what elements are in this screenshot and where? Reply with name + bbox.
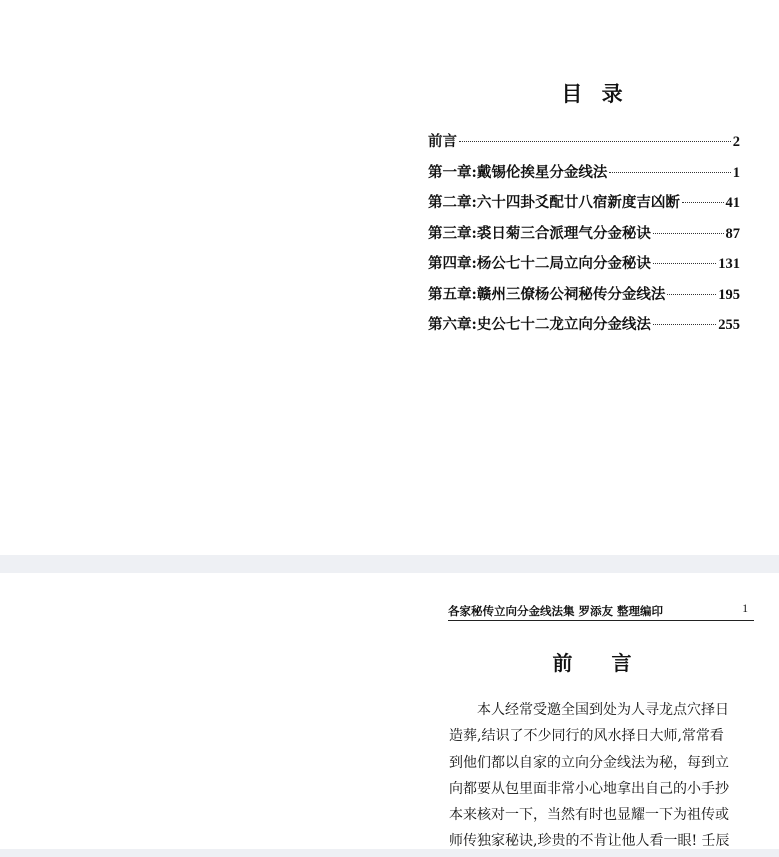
toc-entry-label: 前言 — [428, 133, 457, 150]
preface-line: 向都要从包里面非常小心地拿出自己的小手抄 — [449, 780, 729, 797]
toc-entry[interactable] — [428, 222, 740, 253]
preface-body — [449, 697, 755, 849]
toc-entry-page: 1 — [732, 164, 740, 181]
dot-leader — [653, 263, 716, 264]
toc-entry[interactable] — [428, 252, 740, 283]
toc-entry-page: 195 — [718, 286, 740, 303]
dot-leader — [653, 324, 716, 325]
toc-entry-label: 第三章:裘日菊三合派理气分金秘诀 — [428, 224, 651, 242]
dot-leader — [667, 294, 716, 295]
preface-title: 前 言 — [552, 651, 648, 675]
toc-entry-label: 第六章:史公七十二龙立向分金线法 — [428, 316, 651, 333]
toc-list — [428, 130, 740, 344]
toc-entry-page: 131 — [718, 256, 740, 272]
toc-entry-page: 41 — [725, 195, 740, 211]
toc-entry-label: 第五章:赣州三僚杨公祠秘传分金线法 — [428, 285, 666, 303]
toc-entry[interactable] — [428, 313, 740, 344]
running-header-title: 各家秘传立向分金线法集 罗添友 整理编印 — [448, 604, 664, 618]
toc-entry[interactable] — [428, 130, 740, 161]
toc-title: 目 录 — [561, 81, 629, 106]
dot-leader — [459, 141, 731, 142]
toc-entry-label: 第二章:六十四卦爻配廿八宿新度吉凶断 — [428, 194, 680, 211]
toc-entry-page: 2 — [732, 134, 740, 150]
preface-line: 本人经常受邀全国到处为人寻龙点穴择日 — [477, 702, 729, 718]
preface-line: 造葬,结识了不少同行的风水择日大师,常常看 — [449, 728, 724, 745]
dot-leader — [653, 233, 724, 234]
preface-line: 到他们都以自家的立向分金线法为秘，每到立 — [449, 754, 729, 771]
toc-entry-page: 87 — [725, 225, 740, 242]
dot-leader — [682, 202, 724, 203]
preface-line: 师传独家秘诀,珍贵的不肯让他人看一眼! 壬辰 — [449, 833, 730, 849]
toc-entry[interactable] — [428, 161, 740, 192]
running-header — [448, 603, 754, 621]
toc-entry-label: 第四章:杨公七十二局立向分金秘诀 — [428, 255, 651, 272]
page-number: 1 — [742, 603, 748, 615]
preface-line: 本来核对一下，当然有时也显耀一下为祖传或 — [449, 807, 729, 824]
toc-entry[interactable] — [428, 191, 740, 222]
dot-leader — [609, 172, 730, 173]
toc-entry-page: 255 — [718, 317, 740, 333]
preface-page — [0, 573, 779, 849]
toc-entry[interactable] — [428, 283, 740, 314]
toc-entry-label: 第一章:戴锡伦挨星分金线法 — [428, 163, 608, 181]
